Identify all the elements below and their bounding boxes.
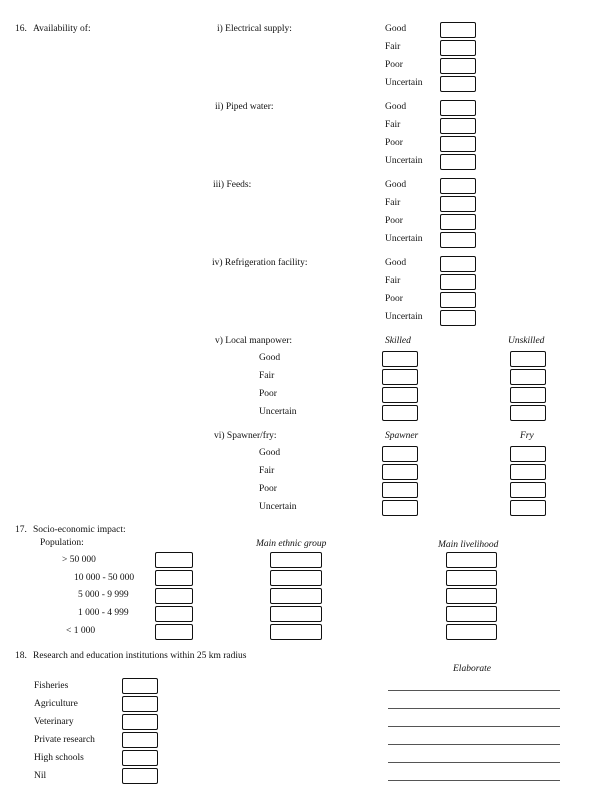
checkbox-feeds-fair[interactable] bbox=[440, 196, 476, 212]
elaborate-line[interactable] bbox=[388, 726, 560, 727]
checkbox-spawner-fair[interactable] bbox=[382, 464, 418, 480]
option-label: Poor bbox=[385, 60, 403, 70]
checkbox-spawner-good[interactable] bbox=[382, 446, 418, 462]
q16-item-manpower-label: v) Local manpower: bbox=[215, 336, 293, 346]
checkbox-refrigeration-fair[interactable] bbox=[440, 274, 476, 290]
checkbox-unskilled-fair[interactable] bbox=[510, 369, 546, 385]
option-label: Fair bbox=[385, 276, 401, 286]
option-label: Fair bbox=[385, 120, 401, 130]
checkbox-population-10000-50000[interactable] bbox=[155, 570, 193, 586]
ethnic-group-field[interactable] bbox=[270, 570, 322, 586]
option-label: Uncertain bbox=[385, 156, 423, 166]
checkbox-piped-water-uncertain[interactable] bbox=[440, 154, 476, 170]
ethnic-group-field[interactable] bbox=[270, 552, 322, 568]
checkbox-spawner-poor[interactable] bbox=[382, 482, 418, 498]
q16-title: Availability of: bbox=[33, 24, 91, 34]
option-label: Good bbox=[385, 258, 407, 268]
ethnic-group-field[interactable] bbox=[270, 588, 322, 604]
option-label: Uncertain bbox=[259, 502, 297, 512]
q18-number: 18. bbox=[15, 651, 27, 661]
q16-item-feeds-label: iii) Feeds: bbox=[213, 180, 252, 190]
option-label: Uncertain bbox=[385, 312, 423, 322]
institution-label: Agriculture bbox=[34, 699, 78, 709]
checkbox-refrigeration-good[interactable] bbox=[440, 256, 476, 272]
option-label: Poor bbox=[259, 389, 277, 399]
option-label: Fair bbox=[259, 466, 275, 476]
elaborate-label: Elaborate bbox=[453, 664, 491, 674]
checkbox-spawner-uncertain[interactable] bbox=[382, 500, 418, 516]
checkbox-unskilled-poor[interactable] bbox=[510, 387, 546, 403]
checkbox-unskilled-uncertain[interactable] bbox=[510, 405, 546, 421]
checkbox-population-1000-4999[interactable] bbox=[155, 606, 193, 622]
institution-label: Private research bbox=[34, 735, 95, 745]
elaborate-line[interactable] bbox=[388, 780, 560, 781]
option-label: Poor bbox=[385, 138, 403, 148]
population-row-label: 5 000 - 9 999 bbox=[78, 590, 129, 600]
checkbox-private-research[interactable] bbox=[122, 732, 158, 748]
elaborate-line[interactable] bbox=[388, 762, 560, 763]
checkbox-fry-good[interactable] bbox=[510, 446, 546, 462]
option-label: Uncertain bbox=[385, 234, 423, 244]
q17-title: Socio-economic impact: bbox=[33, 525, 126, 535]
column-header-unskilled: Unskilled bbox=[508, 336, 545, 346]
institution-label: Nil bbox=[34, 771, 47, 781]
livelihood-field[interactable] bbox=[446, 588, 497, 604]
option-label: Fair bbox=[259, 371, 275, 381]
population-row-label: 10 000 - 50 000 bbox=[74, 573, 135, 583]
checkbox-fry-poor[interactable] bbox=[510, 482, 546, 498]
option-label: Fair bbox=[385, 42, 401, 52]
column-header-skilled: Skilled bbox=[385, 336, 411, 346]
option-label: Good bbox=[385, 24, 407, 34]
checkbox-electrical-good[interactable] bbox=[440, 22, 476, 38]
option-label: Good bbox=[385, 180, 407, 190]
q16-item-refrigeration-label: iv) Refrigeration facility: bbox=[212, 258, 308, 268]
checkbox-high-schools[interactable] bbox=[122, 750, 158, 766]
livelihood-field[interactable] bbox=[446, 606, 497, 622]
q16-item-electrical-label: i) Electrical supply: bbox=[217, 24, 292, 34]
option-label: Poor bbox=[385, 216, 403, 226]
checkbox-feeds-poor[interactable] bbox=[440, 214, 476, 230]
checkbox-skilled-good[interactable] bbox=[382, 351, 418, 367]
checkbox-skilled-uncertain[interactable] bbox=[382, 405, 418, 421]
population-label: Population: bbox=[40, 538, 84, 548]
ethnic-group-field[interactable] bbox=[270, 606, 322, 622]
checkbox-piped-water-poor[interactable] bbox=[440, 136, 476, 152]
option-label: Good bbox=[385, 102, 407, 112]
population-row-label: > 50 000 bbox=[62, 555, 96, 565]
q17-number: 17. bbox=[15, 525, 27, 535]
checkbox-refrigeration-uncertain[interactable] bbox=[440, 310, 476, 326]
option-label: Good bbox=[259, 353, 281, 363]
option-label: Uncertain bbox=[259, 407, 297, 417]
checkbox-fry-fair[interactable] bbox=[510, 464, 546, 480]
institution-label: Veterinary bbox=[34, 717, 74, 727]
option-label: Good bbox=[259, 448, 281, 458]
checkbox-fisheries[interactable] bbox=[122, 678, 158, 694]
q16-item-piped-water-label: ii) Piped water: bbox=[215, 102, 274, 112]
elaborate-line[interactable] bbox=[388, 744, 560, 745]
q18-title: Research and education institutions within 25 km radius bbox=[33, 651, 247, 661]
checkbox-population-under-1000[interactable] bbox=[155, 624, 193, 640]
checkbox-refrigeration-poor[interactable] bbox=[440, 292, 476, 308]
checkbox-nil[interactable] bbox=[122, 768, 158, 784]
option-label: Uncertain bbox=[385, 78, 423, 88]
checkbox-piped-water-good[interactable] bbox=[440, 100, 476, 116]
checkbox-veterinary[interactable] bbox=[122, 714, 158, 730]
checkbox-feeds-good[interactable] bbox=[440, 178, 476, 194]
checkbox-feeds-uncertain[interactable] bbox=[440, 232, 476, 248]
checkbox-electrical-poor[interactable] bbox=[440, 58, 476, 74]
population-row-label: < 1 000 bbox=[66, 626, 96, 636]
checkbox-agriculture[interactable] bbox=[122, 696, 158, 712]
checkbox-unskilled-good[interactable] bbox=[510, 351, 546, 367]
livelihood-field[interactable] bbox=[446, 552, 497, 568]
checkbox-electrical-uncertain[interactable] bbox=[440, 76, 476, 92]
column-header-main-livelihood: Main livelihood bbox=[438, 540, 499, 550]
elaborate-line[interactable] bbox=[388, 708, 560, 709]
checkbox-fry-uncertain[interactable] bbox=[510, 500, 546, 516]
institution-label: High schools bbox=[34, 753, 84, 763]
ethnic-group-field[interactable] bbox=[270, 624, 322, 640]
column-header-spawner: Spawner bbox=[385, 431, 419, 441]
livelihood-field[interactable] bbox=[446, 570, 497, 586]
option-label: Poor bbox=[259, 484, 277, 494]
checkbox-skilled-poor[interactable] bbox=[382, 387, 418, 403]
checkbox-population-over-50000[interactable] bbox=[155, 552, 193, 568]
checkbox-population-5000-9999[interactable] bbox=[155, 588, 193, 604]
elaborate-line[interactable] bbox=[388, 690, 560, 691]
checkbox-electrical-fair[interactable] bbox=[440, 40, 476, 56]
population-row-label: 1 000 - 4 999 bbox=[78, 608, 129, 618]
q16-number: 16. bbox=[15, 24, 27, 34]
column-header-main-ethnic-group: Main ethnic group bbox=[256, 539, 327, 549]
q16-item-spawner-label: vi) Spawner/fry: bbox=[214, 431, 277, 441]
option-label: Poor bbox=[385, 294, 403, 304]
institution-label: Fisheries bbox=[34, 681, 69, 691]
column-header-fry: Fry bbox=[520, 431, 534, 441]
checkbox-skilled-fair[interactable] bbox=[382, 369, 418, 385]
livelihood-field[interactable] bbox=[446, 624, 497, 640]
checkbox-piped-water-fair[interactable] bbox=[440, 118, 476, 134]
option-label: Fair bbox=[385, 198, 401, 208]
